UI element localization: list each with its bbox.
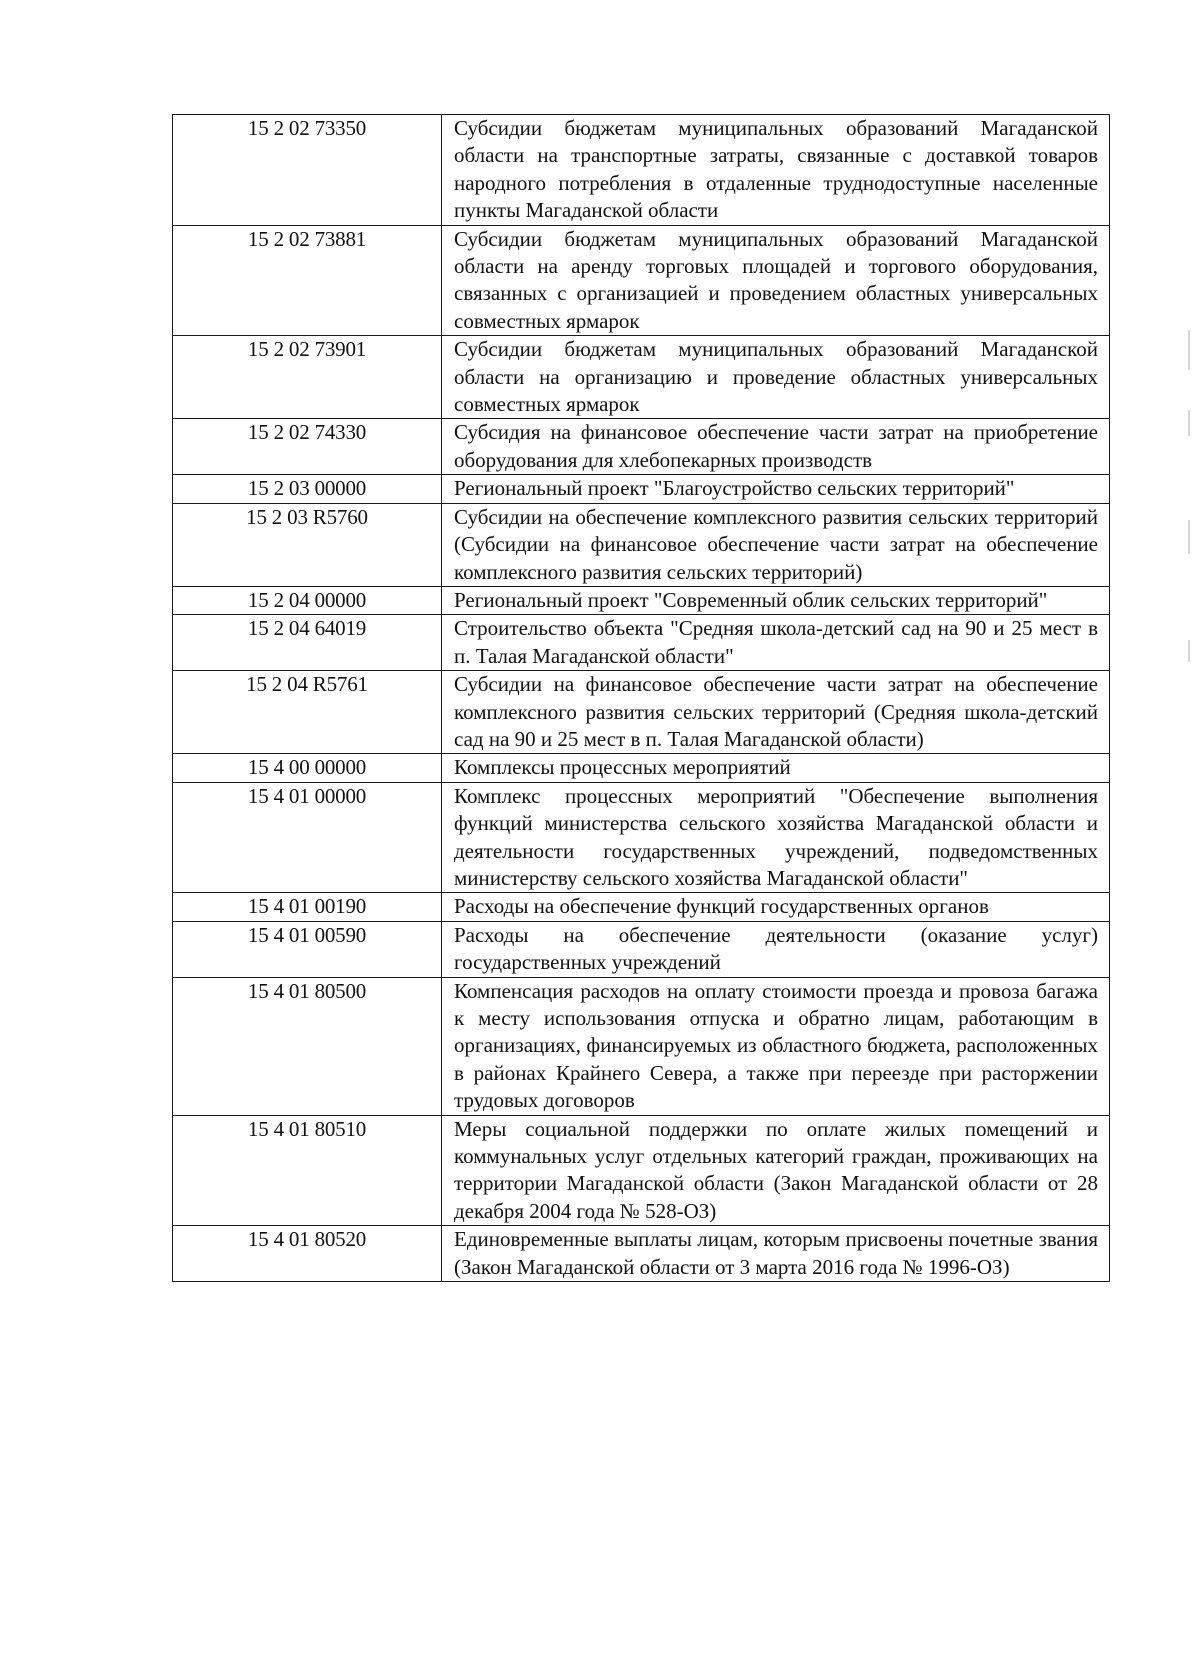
table-row <box>173 225 1110 336</box>
table-row <box>173 503 1110 586</box>
classification-code-cell: 15 2 03 00000 <box>173 475 442 503</box>
expense-description-cell: Расходы на обеспечение функций государственных органов <box>442 893 1110 921</box>
expense-description-cell: Строительство объекта "Средняя школа-детский сад на 90 и 25 мест в п. Талая Магаданской области" <box>442 615 1110 671</box>
table-row <box>173 419 1110 475</box>
table-row <box>173 893 1110 921</box>
expense-description-cell: Комплекс процессных мероприятий "Обеспечение выполнения функций министерства сельского хозяйства Магаданской области и деятельности государственных учреждений, подведомственных министерству сельского хозяйства Магаданской области" <box>442 782 1110 893</box>
classification-code-cell: 15 2 03 R5760 <box>173 503 442 586</box>
table-row <box>173 977 1110 1115</box>
table-row <box>173 615 1110 671</box>
classification-code-cell: 15 2 02 74330 <box>173 419 442 475</box>
classification-code-cell: 15 4 00 00000 <box>173 754 442 782</box>
table-row <box>173 115 1110 226</box>
classification-code-cell: 15 2 02 73881 <box>173 225 442 336</box>
expense-description-cell: Расходы на обеспечение деятельности (оказание услуг) государственных учреждений <box>442 921 1110 977</box>
expense-description-cell: Меры социальной поддержки по оплате жилых помещений и коммунальных услуг отдельных категорий граждан, проживающих на территории Магаданской области (Закон Магаданской области от 28 декабря 2004 года № 528-ОЗ) <box>442 1115 1110 1226</box>
table-row <box>173 1226 1110 1282</box>
classification-code-cell: 15 4 01 00590 <box>173 921 442 977</box>
classification-code-cell: 15 4 01 80520 <box>173 1226 442 1282</box>
table-body <box>173 115 1110 1282</box>
table-row <box>173 586 1110 614</box>
expense-description-cell: Региональный проект "Благоустройство сельских территорий" <box>442 475 1110 503</box>
classification-code-cell: 15 2 02 73901 <box>173 336 442 419</box>
classification-code-cell: 15 4 01 80510 <box>173 1115 442 1226</box>
expense-description-cell: Субсидии бюджетам муниципальных образований Магаданской области на аренду торговых площадей и торгового оборудования, связанных с организацией и проведением областных универсальных совместных ярмарок <box>442 225 1110 336</box>
classification-code-cell: 15 4 01 00190 <box>173 893 442 921</box>
expense-description-cell: Компенсация расходов на оплату стоимости проезда и провоза багажа к месту использования отпуска и обратно лицам, работающим в организациях, финансируемых из областного бюджета, расположенных в районах Крайнего Севера, а также при переезде при расторжении трудовых договоров <box>442 977 1110 1115</box>
expense-description-cell: Субсидии на финансовое обеспечение части затрат на обеспечение комплексного развития сельских территорий (Средняя школа-детский сад на 90 и 25 мест в п. Талая Магаданской области) <box>442 671 1110 754</box>
classification-code-cell: 15 2 02 73350 <box>173 115 442 226</box>
scan-edge-mark <box>1188 640 1190 662</box>
table-row <box>173 475 1110 503</box>
expense-description-cell: Комплексы процессных мероприятий <box>442 754 1110 782</box>
table-row <box>173 336 1110 419</box>
scan-edge-mark <box>1188 330 1190 370</box>
budget-classification-table <box>172 114 1110 1282</box>
classification-code-cell: 15 4 01 80500 <box>173 977 442 1115</box>
table-row <box>173 671 1110 754</box>
expense-description-cell: Региональный проект "Современный облик сельских территорий" <box>442 586 1110 614</box>
table-row <box>173 1115 1110 1226</box>
table-row <box>173 782 1110 893</box>
table-row <box>173 921 1110 977</box>
expense-description-cell: Субсидии бюджетам муниципальных образований Магаданской области на транспортные затраты, связанные с доставкой товаров народного потребления в отдаленные труднодоступные населенные пункты Магаданской области <box>442 115 1110 226</box>
table-row <box>173 754 1110 782</box>
classification-code-cell: 15 2 04 00000 <box>173 586 442 614</box>
classification-code-cell: 15 2 04 R5761 <box>173 671 442 754</box>
expense-description-cell: Субсидии на обеспечение комплексного развития сельских территорий (Субсидии на финансовое обеспечение части затрат на обеспечение комплексного развития сельских территорий) <box>442 503 1110 586</box>
expense-description-cell: Субсидия на финансовое обеспечение части затрат на приобретение оборудования для хлебопекарных производств <box>442 419 1110 475</box>
classification-code-cell: 15 4 01 00000 <box>173 782 442 893</box>
classification-code-cell: 15 2 04 64019 <box>173 615 442 671</box>
expense-description-cell: Единовременные выплаты лицам, которым присвоены почетные звания (Закон Магаданской области от 3 марта 2016 года № 1996-ОЗ) <box>442 1226 1110 1282</box>
scan-edge-mark <box>1188 410 1190 436</box>
expense-description-cell: Субсидии бюджетам муниципальных образований Магаданской области на организацию и проведение областных универсальных совместных ярмарок <box>442 336 1110 419</box>
scan-edge-mark <box>1188 520 1190 554</box>
